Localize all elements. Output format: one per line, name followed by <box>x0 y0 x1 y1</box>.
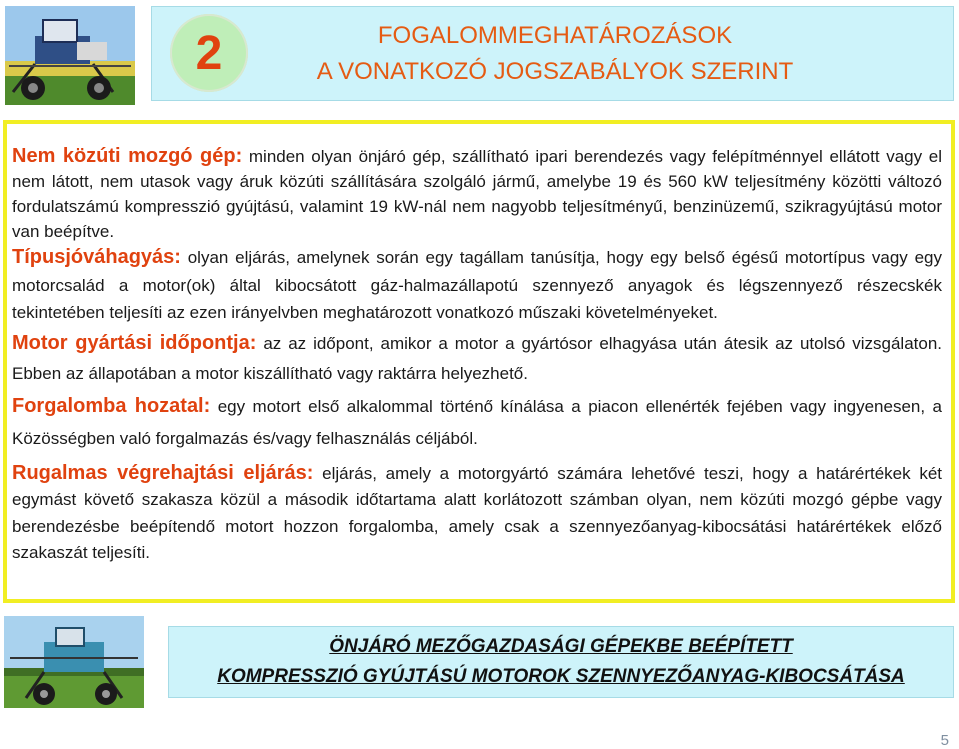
sprayer-tractor-field-photo <box>4 616 144 708</box>
definition-item <box>12 328 942 389</box>
definition-term: Forgalomba hozatal: <box>12 394 211 417</box>
section-number-badge: 2 <box>170 14 248 92</box>
page-subtitle: A VONATKOZÓ JOGSZABÁLYOK SZERINT <box>316 58 794 85</box>
sprayer-tractor-photo <box>5 6 135 105</box>
definition-item <box>12 460 942 567</box>
definitions-list <box>12 144 942 567</box>
definition-text: az az időpont, amikor a motor a gyártósor elhagyása után átesik az utolsó vizsgálaton. Ebben az állapotában a motor kiszállítható vagy raktárra helyezhető. <box>12 333 943 383</box>
definition-item <box>12 244 942 327</box>
definition-term: Motor gyártási időpontja: <box>12 331 257 354</box>
topic-line-2: KOMPRESSZIÓ GYÚJTÁSÚ MOTOROK SZENNYEZŐANYAG-KIBOCSÁTÁSA <box>217 666 905 687</box>
definition-item <box>12 390 942 455</box>
page-title: FOGALOMMEGHATÁROZÁSOK <box>377 22 733 49</box>
definition-term: Típusjóváhagyás: <box>12 246 181 268</box>
topic-line-1: ÖNJÁRÓ MEZŐGAZDASÁGI GÉPEKBE BEÉPÍTETT <box>329 636 793 657</box>
definition-term: Rugalmas végrehajtási eljárás: <box>12 461 314 484</box>
definition-text: olyan eljárás, amelynek során egy tagállam tanúsítja, hogy egy belső égésű motortípus vagy egy motorcsalád a motor(ok) által kibocsátott gáz-halmazállapotú szennyező anyagok és légszennyező részecskék tekintetében teljesíti az ezen irányelvben meghatározott vonatkozó műszaki követelményeket. <box>12 248 942 322</box>
definition-text: egy motort első alkalommal történő kínálása a piacon ellenérték fejében vagy ingyenesen, a Közösségben való forgalmazás és/vagy felhasználás céljából. <box>12 396 942 448</box>
definition-text: minden olyan önjáró gép, szállítható ipari berendezés vagy felépítménnyel ellátott vagy el nem látott, nem utasok vagy áruk közúti szállítására szolgáló jármű, amelybe 19 és 560 kW teljesítmény közötti változó fordulatszámú kompresszió gyújtású, valamint 19 kW-nál nem nagyobb teljesítményű, benzinüzemű, szikragyújtású motor van beépítve. <box>12 147 942 241</box>
header-banner <box>151 6 954 101</box>
definition-term: Nem közúti mozgó gép: <box>12 145 243 167</box>
definition-item <box>12 144 942 244</box>
definition-text: eljárás, amely a motorgyártó számára lehetővé teszi, hogy a határértékek két egymást követő szakasza közül a második időtartama alatt korlátozott számban olyan, nem közúti mozgó gépbe vagy berendezésbe beépítendő motort hozzon forgalomba, amely csak a szennyezőanyag-kibocsátási határértékek előző szakaszát teljesíti. <box>12 463 942 562</box>
page-number: 5 <box>940 732 949 749</box>
